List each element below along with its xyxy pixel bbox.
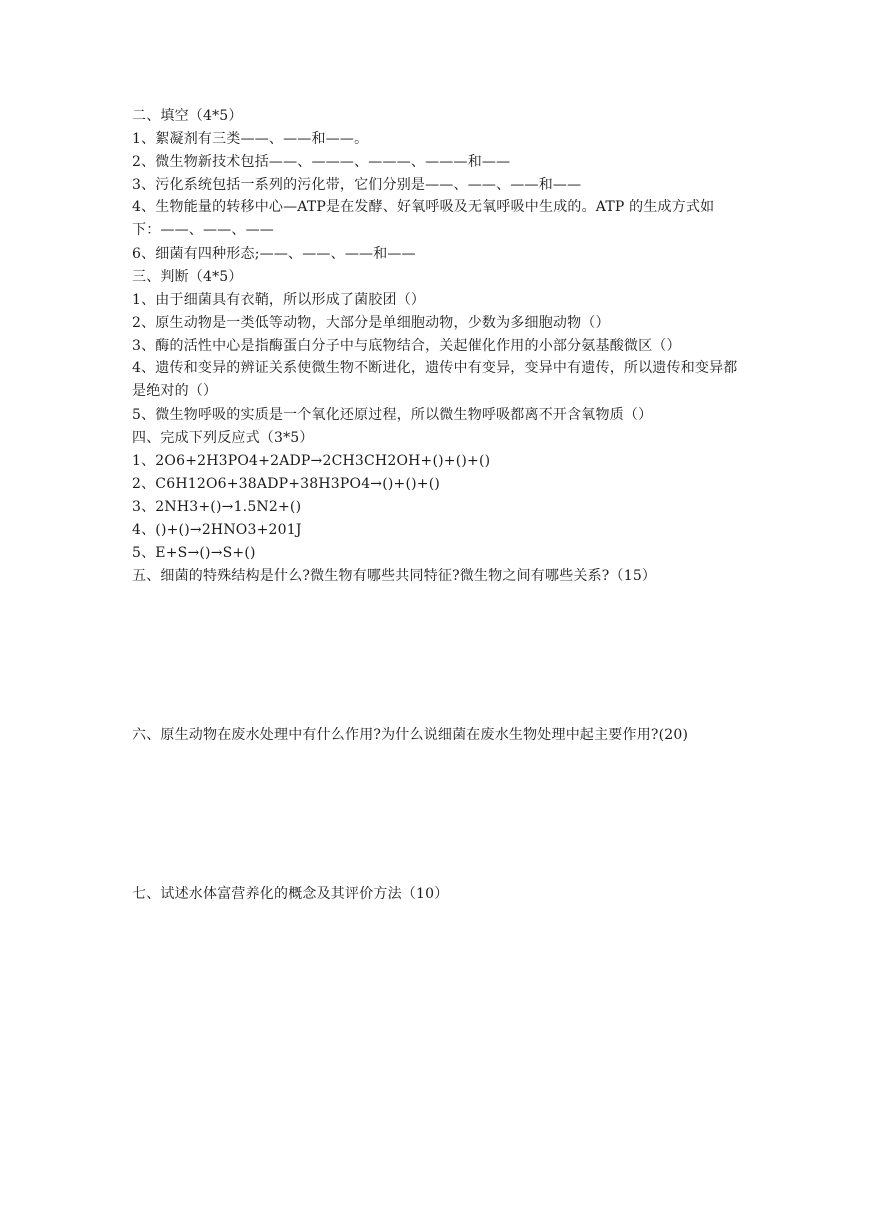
reaction-item-2: 2、C6H12O6+38ADP+38H3PO4→()+()+() [132,476,441,492]
section-5-question: 五、细菌的特殊结构是什么?微生物有哪些共同特征?微生物之间有哪些关系?（15） [132,568,657,584]
reaction-item-3: 3、2NH3+()→1.5N2+() [132,499,302,515]
fill-in-item-6: 6、细菌有四种形态;——、——、——和—— [132,246,416,262]
section-6-question: 六、原生动物在废水处理中有什么作用?为什么说细菌在废水生物处理中起主要作用?(20) [132,727,689,743]
section-4-heading: 四、完成下列反应式（3*5） [132,430,314,446]
judge-item-1: 1、由于细菌具有衣鞘，所以形成了菌胶团（） [132,292,426,308]
fill-in-item-3: 3、污化系统包括一系列的污化带，它们分别是——、——、——和—— [132,177,582,193]
section-2-heading: 二、填空（4*5） [132,108,243,124]
reaction-item-5: 5、E+S→()→S+() [132,545,256,561]
fill-in-item-4: 4、生物能量的转移中心—ATP是在发酵、好氧呼吸及无氧呼吸中生成的。ATP 的生成方式如下：——、——、—— [132,199,715,238]
fill-in-item-2: 2、微生物新技术包括——、———、———、———和—— [132,154,511,170]
judge-item-2: 2、原生动物是一类低等动物，大部分是单细胞动物，少数为多细胞动物（） [132,315,610,331]
section-3-heading: 三、判断（4*5） [132,269,243,285]
fill-in-item-1: 1、絮凝剂有三类——、——和——。 [132,131,369,147]
judge-item-5: 5、微生物呼吸的实质是一个氧化还原过程，所以微生物呼吸都离不开含氧物质（） [132,407,653,423]
reaction-item-1: 1、2O6+2H3PO4+2ADP→2CH3CH2OH+()+()+() [132,453,491,469]
judge-item-3: 3、酶的活性中心是指酶蛋白分子中与底物结合，关起催化作用的小部分氨基酸微区（） [132,338,681,354]
section-7-question: 七、试述水体富营养化的概念及其评价方法（10） [132,886,449,902]
reaction-item-4: 4、()+()→2HNO3+201J [132,522,302,538]
judge-item-4: 4、遗传和变异的辨证关系使微生物不断进化，遗传中有变异，变异中有遗传，所以遗传和变异都是绝对的（） [132,360,738,399]
